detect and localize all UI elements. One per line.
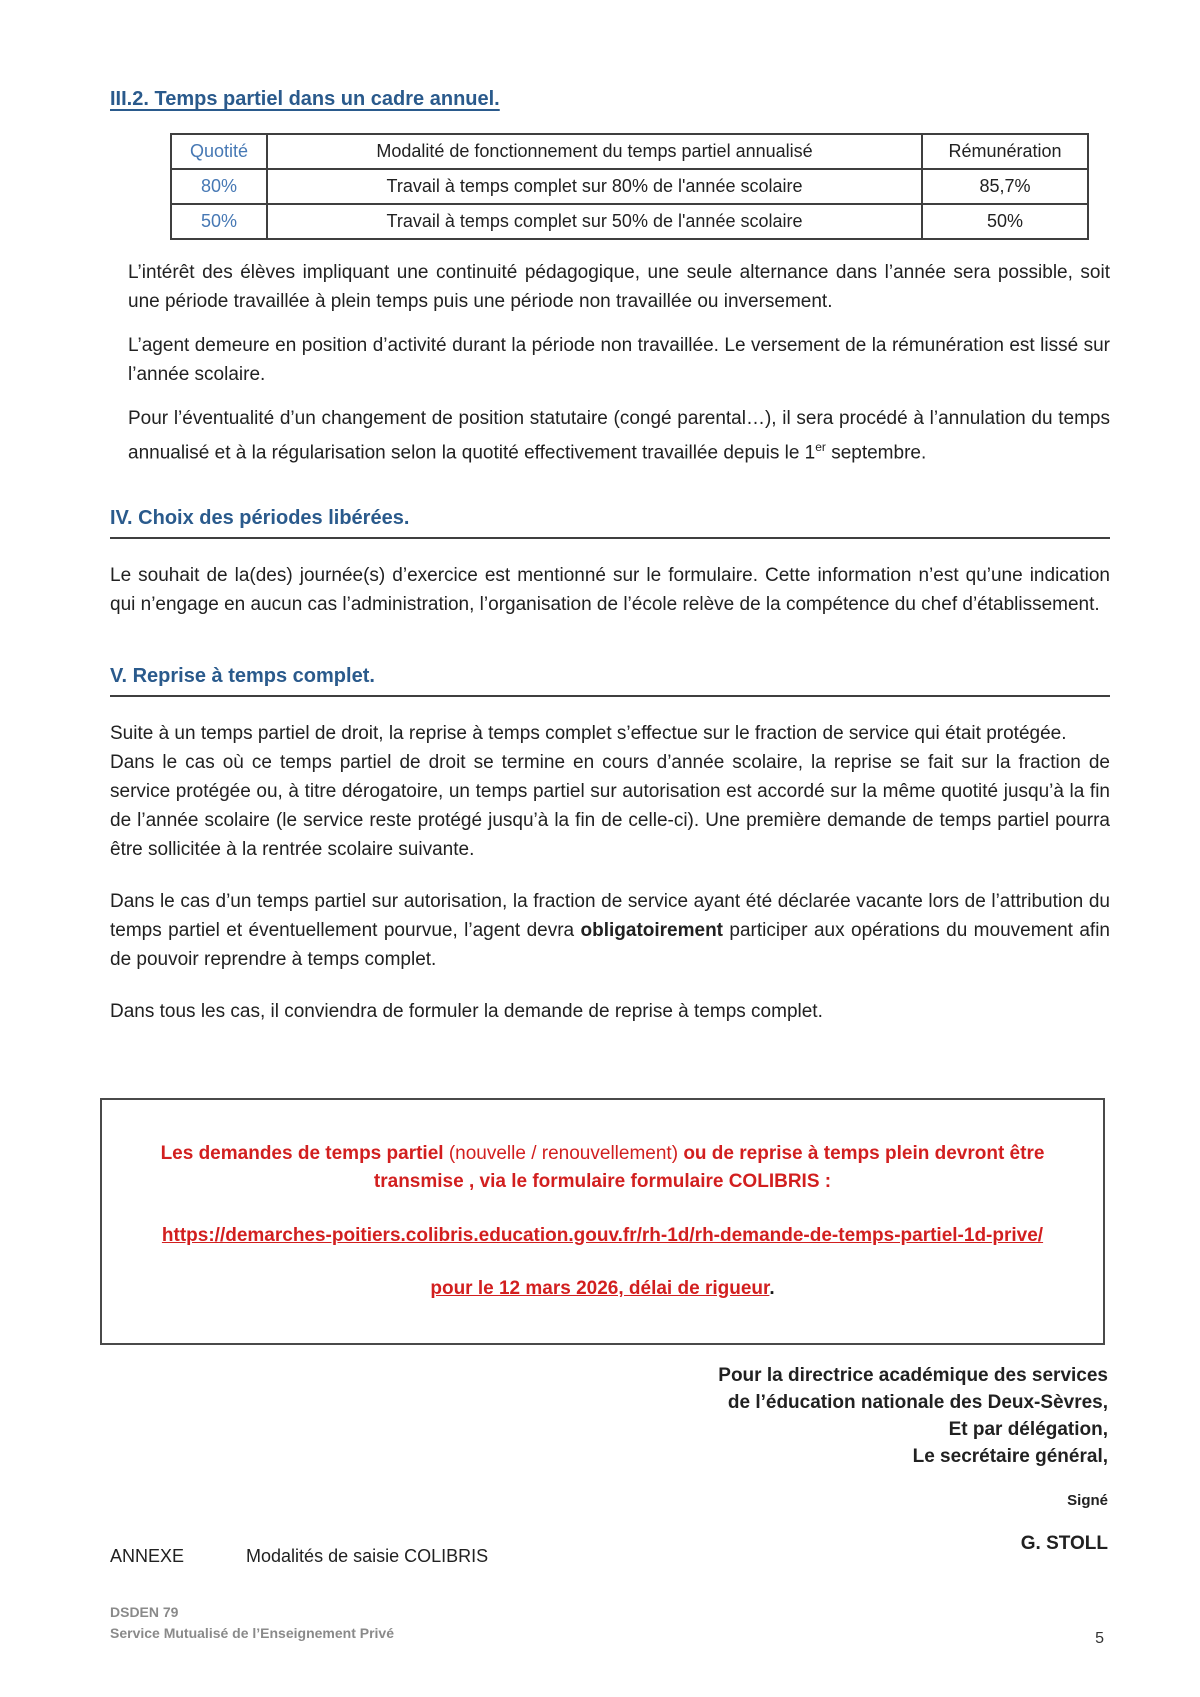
quota-table-header-remuneration: Rémunération [922,134,1088,169]
annexe-row [110,1546,488,1567]
quota-table-header-modalite: Modalité de fonctionnement du temps partiel annualisé [267,134,922,169]
remuneration-cell-80: 85,7% [922,169,1088,204]
emphasis-obligatoirement: obligatoirement [580,920,724,942]
paragraph-formuler-demande: Dans tous les cas, il conviendra de formuler la demande de reprise à temps complet. [110,1001,823,1023]
footer-line-2: Service Mutualisé de l’Enseignement Privé [110,1625,394,1641]
section-5-title: V. Reprise à temps complet. [110,665,1110,697]
document-content [110,88,1110,1041]
notice-deadline [154,1275,1051,1303]
paragraph-changement-statutaire [128,404,1110,467]
paragraph-text: participer aux opérations du mouvement afin de pouvoir reprendre à temps complet. [110,920,1110,971]
paragraph-reprise-droit: Suite à un temps partiel de droit, la reprise à temps complet s’effectue sur le fraction de service qui était protégée. [110,723,1067,745]
signed-label: Signé [1067,1492,1108,1509]
colibris-notice-box [100,1098,1105,1345]
notice-text-bold: ou de reprise à temps plein devront être transmise , via le formulaire formulaire COLIBRIS : [373,1143,1045,1192]
quota-table-header-quotite: Quotité [171,134,267,169]
deadline-period: . [769,1278,775,1299]
paragraph-continuite: L’intérêt des élèves impliquant une continuité pédagogique, une seule alternance dans l’année sera possible, soit une période travaillée à plein temps puis une période non travaillée ou inversement. [128,262,1110,312]
quota-cell-80: 80% [171,169,267,204]
page-number: 5 [1095,1630,1104,1647]
quota-table [170,133,1089,240]
colibris-form-link[interactable]: https://demarches-poitiers.colibris.education.gouv.fr/rh-1d/rh-demande-de-temps-partiel-1d-prive/ [161,1225,1044,1246]
notice-text-regular: (nouvelle / renouvellement) [443,1143,684,1164]
paragraph-fin-en-cours-annee: Dans le cas où ce temps partiel de droit se termine en cours d’année scolaire, la reprise se fait sur la fraction de service protégée ou, à titre dérogatoire, un temps partiel sur autorisation est accordé sur la même quotité jusqu’à la fin de l’année scolaire (le service reste protégé jusqu’à la fin de celle-ci). Une première demande de temps partiel pourra être sollicitée à la rentrée scolaire suivante. [110,752,1110,861]
signature-block [468,1362,1108,1557]
signature-line-2: de l’éducation nationale des Deux-Sèvres, [727,1392,1108,1413]
quota-cell-50: 50% [171,204,267,239]
signature-line-3: Et par délégation, [948,1419,1108,1440]
signature-line-1: Pour la directrice académique des services [718,1365,1108,1386]
annexe-label: ANNEXE [110,1546,185,1566]
quota-table-header-row [171,134,1088,169]
modalite-cell-80: Travail à temps complet sur 80% de l'année scolaire [267,169,922,204]
section-4-title: IV. Choix des périodes libérées. [110,507,1110,539]
table-row [171,169,1088,204]
footer-line-1: DSDEN 79 [110,1604,179,1620]
modalite-cell-50: Travail à temps complet sur 50% de l'année scolaire [267,204,922,239]
annexe-text: Modalités de saisie COLIBRIS [246,1546,489,1566]
remuneration-cell-50: 50% [922,204,1088,239]
paragraph-autorisation-mouvement [110,887,1110,974]
paragraph-position-activite: L’agent demeure en position d’activité durant la période non travaillée. Le versement de la rémunération est lissé sur l’année scolaire. [128,335,1110,385]
signatory-name: G. STOLL [1020,1533,1108,1554]
deadline-text: pour le 12 mars 2026, délai de rigueur [430,1278,770,1299]
paragraph-text: Dans le cas d’un temps partiel sur autorisation, la fraction de service ayant été déclarée vacante lors de l’attribution du temps partiel et éventuellement pourvue, l’agent devra [110,891,1110,942]
page-footer [110,1602,394,1644]
superscript-er: er [815,440,826,454]
paragraph-souhait-journees: Le souhait de la(des) journée(s) d’exercice est mentionné sur le formulaire. Cette information n’est qu’une indication qui n’engage en aucun cas l’administration, l’organisation de l’école relève de la compétence du chef d’établissement. [110,565,1110,616]
paragraph-text: Pour l’éventualité d’un changement de position statutaire (congé parental…), il sera procédé à l’annulation du temps annualisé et à la régularisation selon la quotité effectivement travaillée depuis le 1 [128,408,1110,464]
section-3-2-title: III.2. Temps partiel dans un cadre annuel. [110,88,500,110]
table-row [171,204,1088,239]
notice-text-bold: Les demandes de temps partiel [160,1143,444,1164]
paragraph-text: septembre. [825,442,927,464]
notice-intro [154,1140,1051,1196]
signature-line-4: Le secrétaire général, [912,1446,1108,1467]
